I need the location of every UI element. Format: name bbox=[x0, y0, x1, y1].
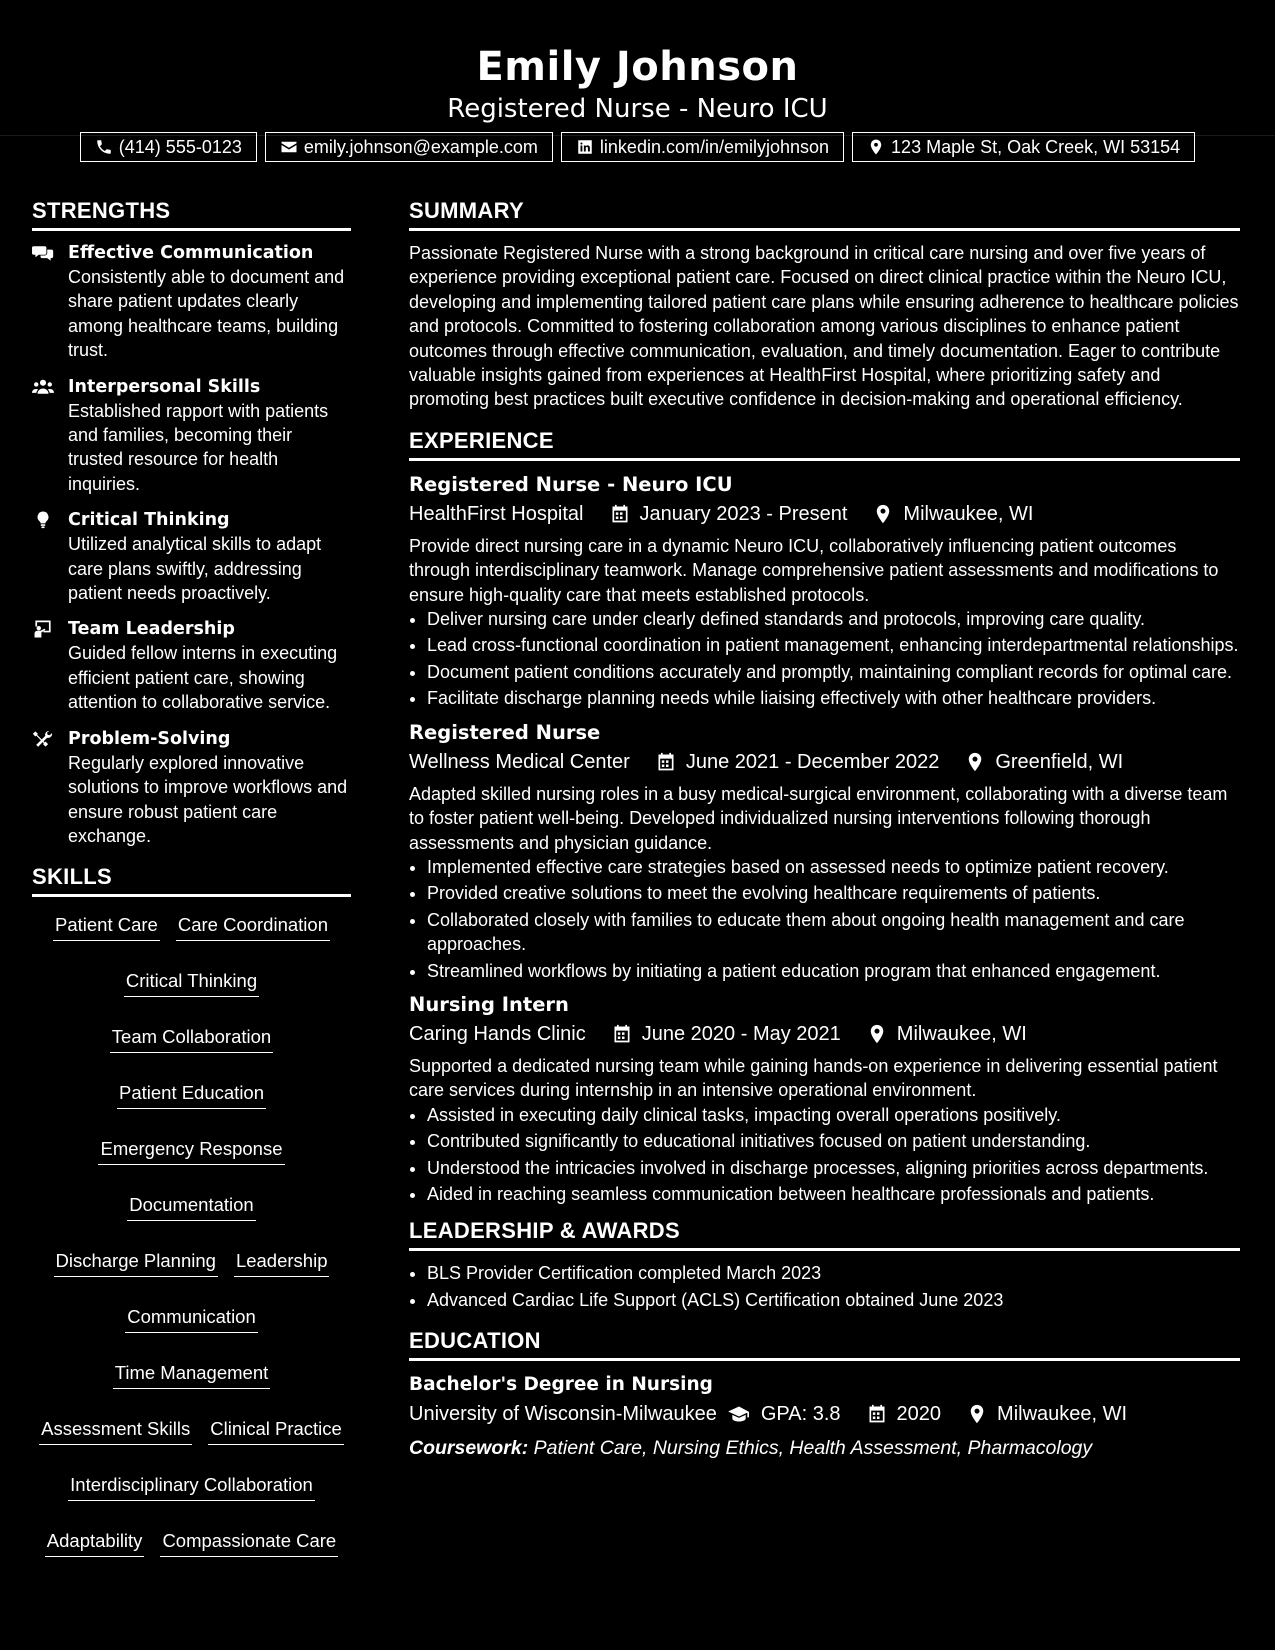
experience-heading: EXPERIENCE bbox=[409, 426, 1240, 461]
resume-header bbox=[0, 0, 1275, 157]
job-location: Milwaukee, WI bbox=[896, 1022, 1027, 1045]
linkedin-text: linkedin.com/in/emilyjohnson bbox=[599, 136, 830, 157]
job-company: HealthFirst Hospital bbox=[409, 502, 584, 525]
job-bullet: • Facilitate discharge planning needs while liaising effectively with other healthcare providers. bbox=[427, 686, 1240, 710]
strengths-heading: STRENGTHS bbox=[32, 196, 351, 231]
graduation-year: 2020 bbox=[896, 1403, 942, 1426]
job-entry bbox=[409, 719, 1240, 983]
calendar-icon bbox=[612, 1024, 632, 1044]
strength-item bbox=[32, 727, 351, 849]
strength-title: Interpersonal Skills bbox=[68, 376, 261, 397]
strength-title: Problem-Solving bbox=[68, 728, 231, 749]
job-bullet: • Document patient conditions accurately and promptly, maintaining compliant records for optimal care. bbox=[427, 660, 1240, 684]
job-description: Adapted skilled nursing roles in a busy medical-surgical environment, collaborating with a diverse team to foster patient well-being. Developed individualized nursing interventions following thorough assessments and physician guidance. bbox=[409, 783, 1228, 853]
job-bullet: • Provided creative solutions to meet the evolving healthcare requirements of patients. bbox=[427, 881, 1240, 905]
job-bullet: • Assisted in executing daily clinical tasks, impacting overall operations positively. bbox=[427, 1103, 1240, 1127]
leadership-item: • Advanced Cardiac Life Support (ACLS) Certification obtained June 2023 bbox=[427, 1288, 1240, 1312]
coursework-label: Coursework: bbox=[409, 1437, 529, 1460]
skill-tag: Critical Thinking bbox=[124, 969, 259, 997]
job-meta bbox=[409, 1019, 1240, 1049]
address-text: 123 Maple St, Oak Creek, WI 53154 bbox=[891, 136, 1181, 157]
job-location: Greenfield, WI bbox=[995, 750, 1124, 773]
map-marker-icon bbox=[867, 138, 885, 156]
skill-tag: Emergency Response bbox=[98, 1137, 284, 1165]
strength-description: Regularly explored innovative solutions to improve workflows and ensure robust patient care exchange. bbox=[68, 752, 348, 846]
job-company: Caring Hands Clinic bbox=[409, 1022, 586, 1045]
skills-list bbox=[32, 907, 351, 1557]
leadership-list bbox=[409, 1261, 1240, 1312]
comments-icon bbox=[32, 244, 54, 262]
map-marker-icon bbox=[967, 1404, 987, 1424]
skill-tag: Interdisciplinary Collaboration bbox=[68, 1473, 315, 1501]
job-description: Provide direct nursing care in a dynamic Neuro ICU, collaboratively influencing patient outcomes through interdisciplinary teamwork. Manage comprehensive patient assessments and modifications to ensure high-quality care that meets established protocols. bbox=[409, 535, 1219, 605]
skills-heading: SKILLS bbox=[32, 862, 351, 897]
leadership-heading: LEADERSHIP & AWARDS bbox=[409, 1216, 1240, 1251]
strength-title: Critical Thinking bbox=[68, 510, 230, 531]
skill-tag: Clinical Practice bbox=[208, 1417, 344, 1445]
job-meta bbox=[409, 499, 1240, 529]
strength-item bbox=[32, 508, 351, 605]
degree-title: Bachelor's Degree in Nursing bbox=[409, 1374, 713, 1396]
strength-description: Established rapport with patients and families, becoming their trusted resource for health inquiries. bbox=[68, 400, 329, 494]
summary-text: Passionate Registered Nurse with a strong background in critical care nursing and over five years of experience providing exceptional patient care. Focused on direct clinical practice within the Neuro ICU, developing and implementing tailored patient care plans while ensuring adherence to healthcare policies and protocols. Committed to fostering collaboration among various disciplines to enhance patient outcomes through effective communication, evaluation, and timely documentation. Eager to contribute valuable insights gained from experiences at HealthFirst Hospital, where prioritizing safety and promoting best practices built executive confidence in decision-making and operational efficiency. bbox=[409, 243, 1239, 410]
school-name: University of Wisconsin-Milwaukee bbox=[409, 1403, 717, 1426]
skill-tag: Patient Care bbox=[53, 913, 160, 941]
job-bullet: • Implemented effective care strategies based on assessed needs to optimize patient recovery. bbox=[427, 855, 1240, 879]
job-bullets bbox=[409, 607, 1240, 711]
job-bullet: • Contributed significantly to educational initiatives focused on patient understanding. bbox=[427, 1129, 1240, 1153]
linkedin-icon bbox=[576, 138, 594, 156]
map-marker-icon bbox=[873, 504, 893, 524]
job-title: Registered Nurse - Neuro ICU bbox=[409, 472, 733, 496]
skill-tag: Leadership bbox=[234, 1249, 330, 1277]
job-title: Nursing Intern bbox=[409, 992, 569, 1016]
strength-item bbox=[32, 617, 351, 714]
contact-phone[interactable] bbox=[80, 132, 257, 162]
skill-tag: Care Coordination bbox=[176, 913, 330, 941]
coursework bbox=[409, 1434, 1240, 1462]
job-dates: January 2023 - Present bbox=[639, 502, 848, 525]
summary-heading: SUMMARY bbox=[409, 196, 1240, 231]
lightbulb-icon bbox=[32, 511, 54, 529]
job-bullet: • Deliver nursing care under clearly defined standards and protocols, improving care quality. bbox=[427, 607, 1240, 631]
job-bullet: • Understood the intricacies involved in discharge processes, aligning priorities across departments. bbox=[427, 1156, 1240, 1180]
contact-bar bbox=[0, 132, 1275, 162]
users-icon bbox=[32, 378, 54, 396]
job-dates: June 2021 - December 2022 bbox=[685, 750, 940, 773]
job-bullets bbox=[409, 1103, 1240, 1207]
education-heading: EDUCATION bbox=[409, 1326, 1240, 1361]
job-bullets bbox=[409, 855, 1240, 983]
job-location: Milwaukee, WI bbox=[903, 502, 1034, 525]
job-description: Supported a dedicated nursing team while gaining hands-on experience in delivering essential patient care services during internship in an intensive operational environment. bbox=[409, 1055, 1218, 1101]
leadership-item: • BLS Provider Certification completed March 2023 bbox=[427, 1261, 1240, 1285]
strength-item bbox=[32, 375, 351, 497]
skill-tag: Documentation bbox=[127, 1193, 255, 1221]
job-title: Registered Nurse bbox=[409, 720, 601, 744]
contact-email[interactable] bbox=[265, 132, 553, 162]
skill-tag: Compassionate Care bbox=[160, 1529, 338, 1557]
skill-tag: Assessment Skills bbox=[39, 1417, 192, 1445]
calendar-icon bbox=[656, 752, 676, 772]
strength-description: Guided fellow interns in executing efficient patient care, showing attention to collaborative service. bbox=[68, 643, 338, 713]
coursework-list: Patient Care, Nursing Ethics, Health Assessment, Pharmacology bbox=[533, 1437, 1093, 1460]
map-marker-icon bbox=[867, 1024, 887, 1044]
phone-text: (414) 555-0123 bbox=[118, 136, 242, 157]
strength-item bbox=[32, 241, 351, 363]
gpa: GPA: 3.8 bbox=[760, 1403, 841, 1426]
tools-icon bbox=[32, 730, 54, 748]
job-company: Wellness Medical Center bbox=[409, 750, 630, 773]
strength-description: Utilized analytical skills to adapt care plans swiftly, addressing patient needs proactively. bbox=[68, 534, 322, 604]
skill-tag: Discharge Planning bbox=[54, 1249, 218, 1277]
job-dates: June 2020 - May 2021 bbox=[641, 1022, 841, 1045]
strength-description: Consistently able to document and share patient updates clearly among healthcare teams, building trust. bbox=[68, 267, 345, 361]
job-entry bbox=[409, 991, 1240, 1206]
left-column bbox=[32, 196, 351, 1557]
phone-icon bbox=[95, 138, 113, 156]
candidate-name: Emily Johnson bbox=[476, 44, 799, 90]
skill-tag: Team Collaboration bbox=[110, 1025, 273, 1053]
teacher-icon bbox=[32, 620, 54, 638]
candidate-headline: Registered Nurse - Neuro ICU bbox=[447, 94, 828, 124]
envelope-icon bbox=[280, 138, 298, 156]
skill-tag: Time Management bbox=[113, 1361, 271, 1389]
skill-tag: Adaptability bbox=[45, 1529, 145, 1557]
calendar-icon bbox=[867, 1404, 887, 1424]
job-entry bbox=[409, 471, 1240, 711]
strength-title: Effective Communication bbox=[68, 243, 314, 263]
skill-tag: Communication bbox=[125, 1305, 258, 1333]
education-meta bbox=[409, 1399, 1240, 1429]
strength-title: Team Leadership bbox=[68, 619, 235, 640]
job-meta bbox=[409, 747, 1240, 777]
job-bullet: • Lead cross-functional coordination in patient management, enhancing interdepartmental relationships. bbox=[427, 633, 1240, 657]
contact-address[interactable] bbox=[852, 132, 1195, 162]
job-bullet: • Streamlined workflows by initiating a patient education program that enhanced engagement. bbox=[427, 959, 1240, 983]
email-text: emily.johnson@example.com bbox=[303, 136, 538, 157]
map-marker-icon bbox=[965, 752, 985, 772]
contact-linkedin[interactable] bbox=[561, 132, 844, 162]
right-column bbox=[409, 196, 1240, 1462]
job-bullet: • Collaborated closely with families to educate them about ongoing health management and care approaches. bbox=[427, 908, 1240, 957]
education-location: Milwaukee, WI bbox=[997, 1403, 1128, 1426]
job-bullet: • Aided in reaching seamless communication between healthcare professionals and patients. bbox=[427, 1182, 1240, 1206]
graduation-cap-icon bbox=[727, 1404, 751, 1424]
calendar-icon bbox=[610, 504, 630, 524]
skill-tag: Patient Education bbox=[117, 1081, 266, 1109]
